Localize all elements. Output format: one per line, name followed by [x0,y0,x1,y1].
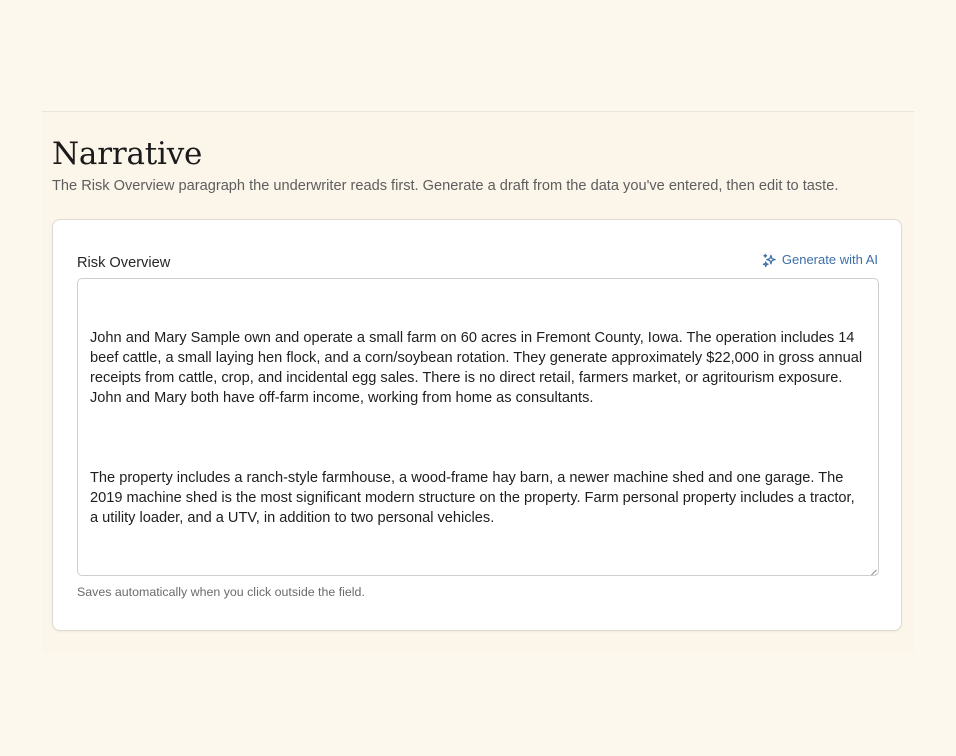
section-subtitle: The Risk Overview paragraph the underwriter reads first. Generate a draft from the data you've entered, then edit to taste. [52,178,839,194]
risk-overview-label: Risk Overview [77,255,171,271]
overview-paragraph-1: John and Mary Sample own and operate a small farm on 60 acres in Fremont County, Iowa. The operation includes 14 beef cattle, a small laying hen flock, and a corn/soybean rotation. They generate approximately $22,000 in gross annual receipts from cattle, crop, and incidental egg sales. There is no direct retail, farmers market, or agritourism exposure. John and Mary both have off-farm income, working from home as consultants. [90,330,867,406]
risk-overview-card [52,219,902,631]
resize-handle-icon[interactable] [868,565,877,574]
risk-overview-textarea-frame [77,278,879,576]
section-title: Narrative [52,136,203,172]
sparkle-icon [762,253,777,268]
autosave-helper-text: Saves automatically when you click outside the field. [77,585,365,599]
generate-with-ai-label: Generate with AI [781,252,878,267]
overview-paragraph-2: The property includes a ranch-style farmhouse, a wood-frame hay barn, a newer machine shed and one garage. The 2019 machine shed is the most significant modern structure on the property. Farm personal property includes a tractor, a utility loader, and a UTV, in addition to two personal vehicles. [90,470,859,526]
risk-overview-textarea[interactable] [78,279,878,575]
generate-with-ai-button[interactable] [762,251,878,269]
